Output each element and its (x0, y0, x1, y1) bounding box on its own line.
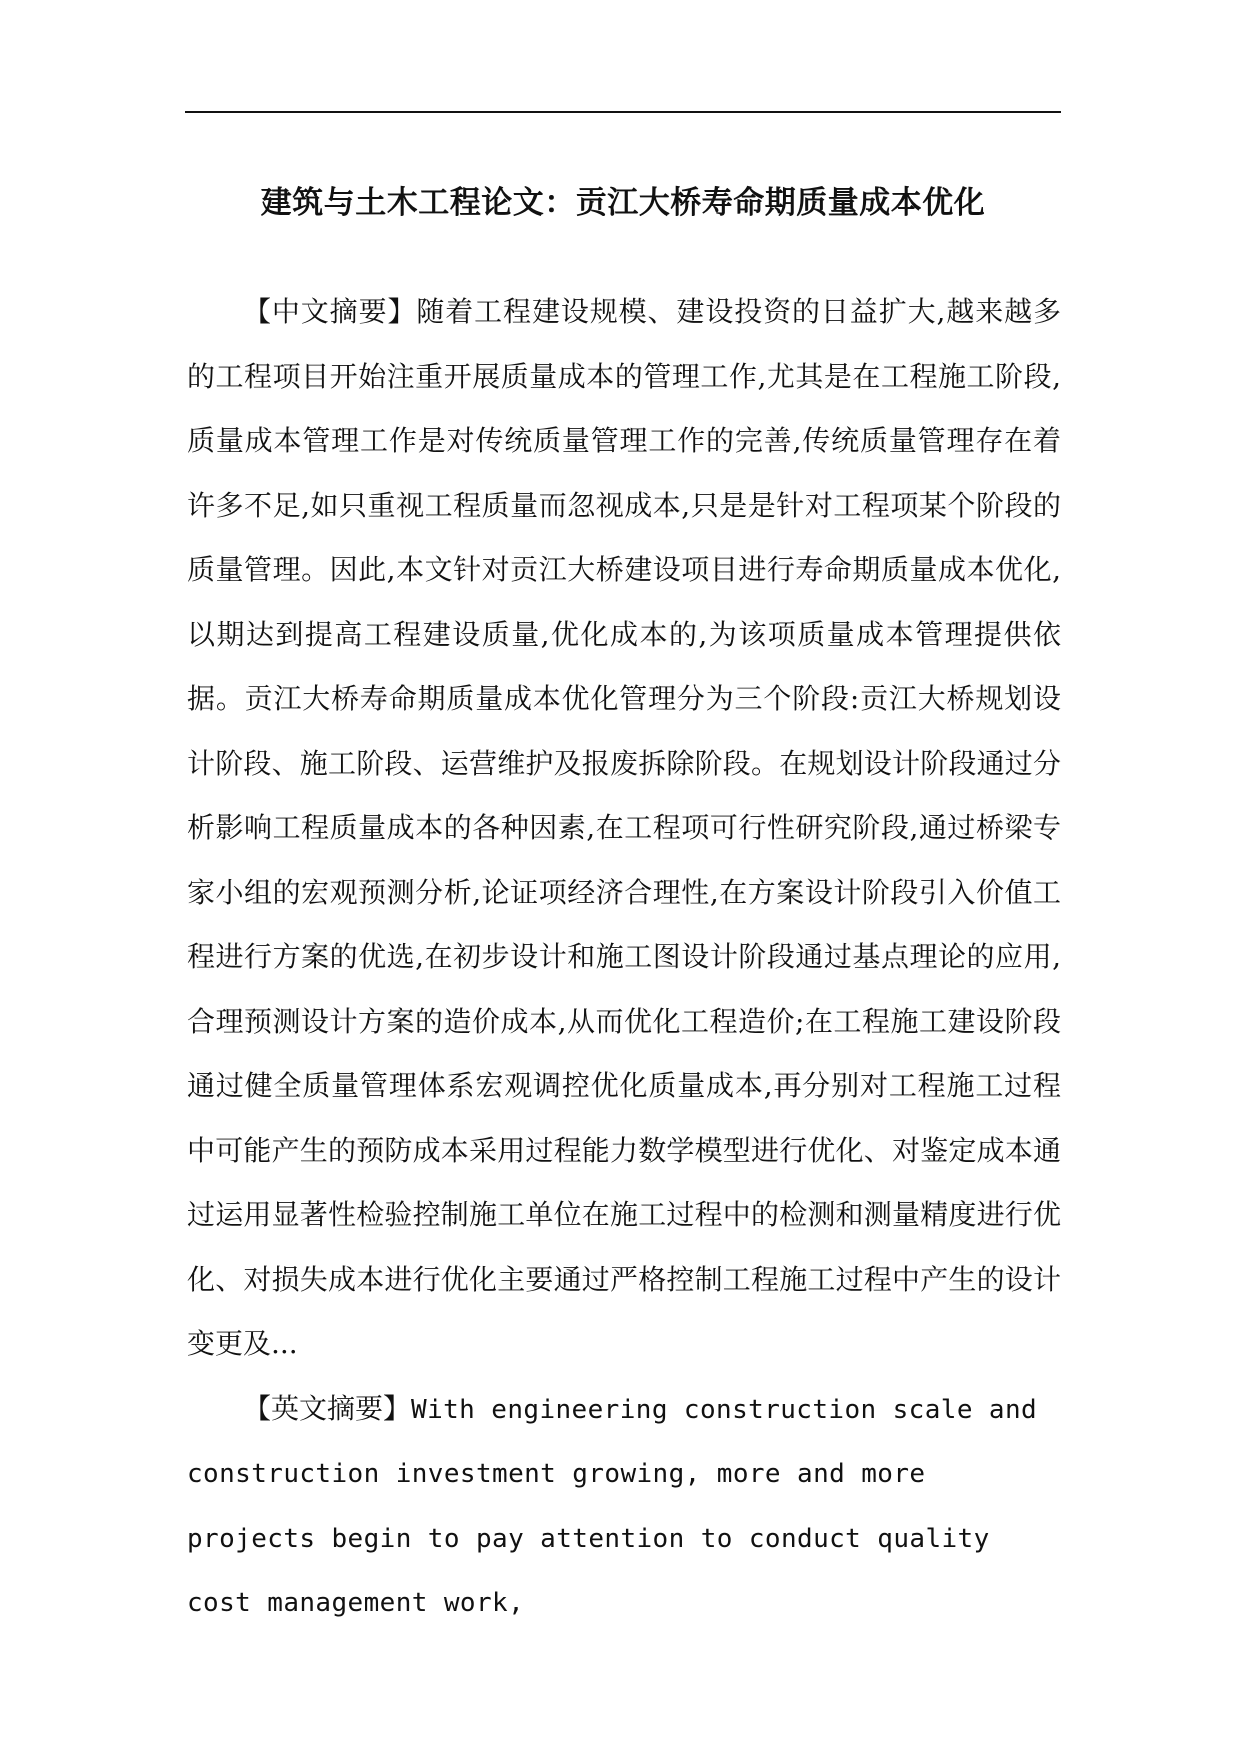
abstract-en-paragraph (187, 1377, 1061, 1636)
paper-title: 建筑与土木工程论文：贡江大桥寿命期质量成本优化 (260, 184, 986, 221)
abstract-body (187, 280, 1061, 1636)
abstract-cn-paragraph (187, 280, 1061, 1377)
header-rule (185, 111, 1061, 113)
abstract-cn-label: 【中文摘要】 (243, 295, 417, 328)
abstract-en-label: 【英文摘要】 (243, 1391, 412, 1425)
abstract-cn-text: 随着工程建设规模、建设投资的日益扩大,越来越多的工程项目开始注重开展质量成本的管理工作,尤其是在工程施工阶段,质量成本管理工作是对传统质量管理工作的完善,传统质量管理存在着许多不足,如只重视工程质量而忽视成本,只是是针对工程项某个阶段的质量管理。因此,本文针对贡江大桥建设项目进行寿命期质量成本优化,以期达到提高工程建设质量,优化成本的,为该项质量成本管理提供依据。贡江大桥寿命期质量成本优化管理分为三个阶段:贡江大桥规划设计阶段、施工阶段、运营维护及报废拆除阶段。在规划设计阶段通过分析影响工程质量成本的各种因素,在工程项可行性研究阶段,通过桥梁专家小组的宏观预测分析,论证项经济合理性,在方案设计阶段引入价值工程进行方案的优选,在初步设计和施工图设计阶段通过基点理论的应用,合理预测设计方案的造价成本,从而优化工程造价;在工程施工建设阶段通过健全质量管理体系宏观调控优化质量成本,再分别对工程施工过程中可能产生的预防成本采用过程能力数学模型进行优化、对鉴定成本通过运用显著性检验控制施工单位在施工过程中的检测和测量精度进行优化、对损失成本进行优化主要通过严格控制工程施工过程中产生的设计变更及... (187, 295, 1061, 1360)
abstract-en-text: With engineering construction scale and construction investment growing, more and more projects begin to pay attention to conduct quality cost management work, (187, 1394, 1038, 1618)
